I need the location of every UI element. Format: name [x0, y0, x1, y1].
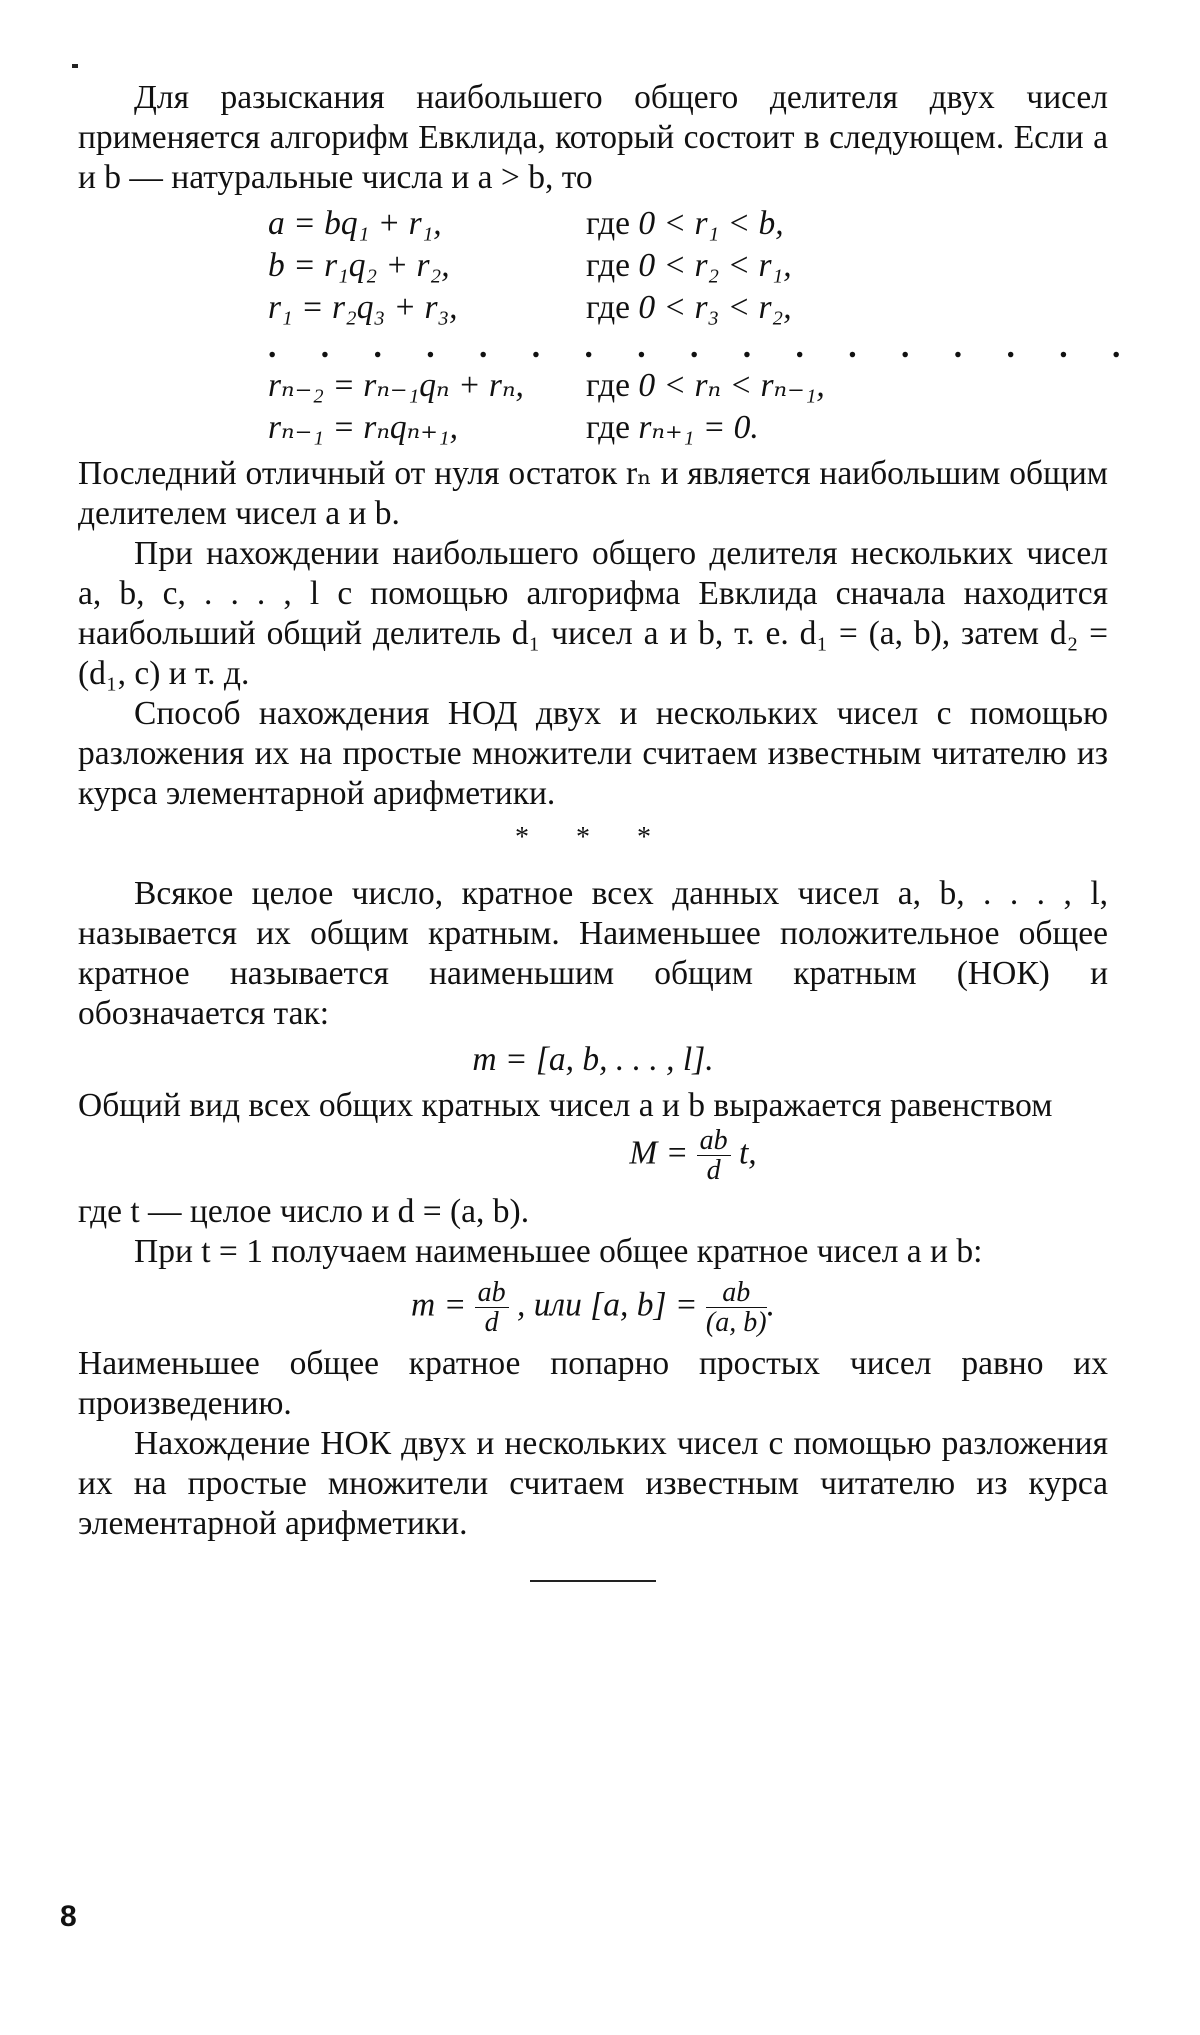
euclid-step-equation: a = bq₁ + r₁, [268, 205, 442, 242]
fraction-denominator: d [706, 1155, 721, 1187]
coprime-paragraph: Наименьшее общее кратное попарно простых чисел равно их произведению. [78, 1344, 1108, 1422]
formula-lhs: m = [411, 1286, 467, 1324]
page-body [78, 78, 1139, 1582]
formula-lhs: M = [629, 1134, 689, 1172]
euclid-step-equation: rₙ₋₁ = rₙqₙ₊₁, [268, 409, 458, 446]
where-t-paragraph: где t — целое число и d = (a, b). [78, 1192, 530, 1230]
several-numbers-paragraph: При нахождении наибольшего общего делителя нескольких чисел a, b, c, . . . , l с помощью алгорифма Евклида сначала находится наибольший общий делитель d₁ чисел a и b, т. е. d₁ = (a, b), затем d₂ = (d₁, c) и т. д. [78, 535, 1108, 692]
fraction-numerator: ab [706, 1278, 767, 1308]
section-separator-stars: * * * [515, 822, 671, 853]
fraction-denominator: d [484, 1307, 499, 1339]
formula-end: . [766, 1286, 775, 1324]
print-speck [72, 64, 78, 68]
euclid-step-equation: rₙ₋₂ = rₙ₋₁qₙ + rₙ, [268, 367, 524, 404]
page-number: 8 [60, 1900, 77, 1933]
lcm-formula [78, 1278, 1108, 1338]
ellipsis-row: . . . . . . . . . . . . . . . . . [268, 328, 1139, 365]
euclid-step-where: где [586, 367, 630, 404]
common-multiple-definition: Всякое целое число, кратное всех данных чисел a, b, . . . , l, называется их общим кратным. Наименьшее положительное общее кратное называется наименьшим общим кратным (НОК) и обозначается так: [78, 875, 1108, 1032]
formula-rhs: t, [738, 1134, 757, 1172]
euclid-step-equation: r₁ = r₂q₃ + r₃, [268, 289, 458, 326]
fraction [475, 1278, 509, 1338]
euclid-step-equation: b = r₁q₂ + r₂, [268, 247, 450, 284]
fraction-numerator: ab [475, 1278, 509, 1308]
gcd-factorization-paragraph: Способ нахождения НОД двух и нескольких чисел с помощью разложения их на простые множители считаем известным читателю из курса элементарной арифметики. [78, 695, 1108, 812]
euclid-step-where: где [586, 205, 630, 242]
fraction-numerator: ab [697, 1126, 731, 1156]
euclid-step-condition: 0 < rₙ < rₙ₋₁, [638, 367, 825, 404]
t-equals-one-paragraph: При t = 1 получаем наименьшее общее кратное чисел a и b: [134, 1232, 983, 1270]
fraction [697, 1126, 731, 1186]
euclid-step-where: где [586, 409, 630, 446]
euclid-step-condition: rₙ₊₁ = 0. [638, 409, 759, 446]
closing-rule [530, 1580, 656, 1582]
fraction-denominator: (a, b) [705, 1307, 767, 1339]
euclid-step-where: где [586, 247, 630, 284]
formula-middle: , или [a, b] = [516, 1286, 698, 1324]
euclid-step-where: где [586, 289, 630, 326]
lcm-factorization-paragraph: Нахождение НОК двух и нескольких чисел с помощью разложения их на простые множители считаем известным читателю из курса элементарной арифметики. [78, 1424, 1108, 1542]
lcm-notation: m = [a, b, . . . , l]. [472, 1041, 714, 1078]
euclid-step-condition: 0 < r₃ < r₂, [638, 289, 792, 326]
last-remainder-paragraph: Последний отличный от нуля остаток rₙ и является наибольшим общим делителем чисел a и b. [78, 455, 1108, 532]
general-formula [278, 1126, 1108, 1186]
euclid-intro-paragraph: Для разыскания наибольшего общего делителя двух чисел применяется алгорифм Евклида, который состоит в следующем. Если a и b — натуральные числа и a > b, то [78, 79, 1108, 196]
euclid-step-condition: 0 < r₂ < r₁, [638, 247, 792, 284]
euclid-step-condition: 0 < r₁ < b, [638, 205, 784, 242]
euclid-algorithm-system [268, 204, 1139, 448]
fraction [706, 1278, 767, 1338]
general-form-paragraph: Общий вид всех общих кратных чисел a и b выражается равенством [78, 1087, 1053, 1124]
